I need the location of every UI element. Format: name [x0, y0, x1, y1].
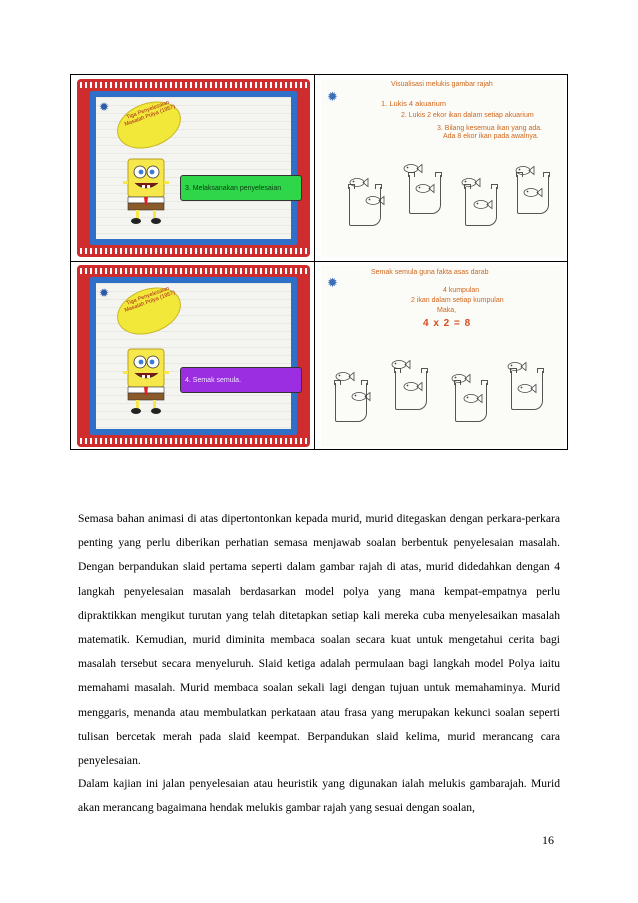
gear-icon: ✹ [327, 275, 338, 290]
fish-icon [515, 165, 535, 176]
frame-dots-bottom [80, 248, 307, 254]
equation: 4 x 2 = 8 [423, 318, 472, 329]
slide-frame [77, 265, 310, 447]
slide-inner-frame [90, 277, 297, 435]
fish-icon [473, 199, 493, 210]
cartoon-character-image [122, 155, 170, 225]
check-line1: 4 kumpulan [443, 287, 480, 294]
viz-title: Visualisasi melukis gambar rajah [391, 81, 493, 88]
table-divider-vertical [314, 75, 315, 449]
step-label-box: 4. Semak semula. [180, 367, 302, 393]
fish-icon [523, 187, 543, 198]
check-line3: Maka, [437, 307, 457, 314]
viz-slide [321, 79, 564, 257]
step-label-box: 3. Melaksanakan penyelesaian [180, 175, 302, 201]
badge-text: Tiga Penyelesaian Masalah Polya (1957) [123, 285, 177, 314]
fish-icon [517, 383, 537, 394]
fish-icon [365, 195, 385, 206]
viz-slide [321, 265, 564, 447]
slides-table [70, 74, 568, 450]
gear-icon: ✹ [327, 89, 338, 104]
slide-paper [96, 97, 291, 239]
slide-check [321, 265, 564, 447]
fish-icon [349, 177, 369, 188]
fish-icon [335, 371, 355, 382]
body-paragraph-1 [78, 507, 560, 773]
fish-icon [463, 393, 483, 404]
aquarium-icon [409, 175, 441, 214]
gear-icon: ✹ [99, 286, 110, 300]
page-number: 16 [542, 833, 554, 847]
cartoon-character-image [122, 345, 170, 415]
gear-icon: ✹ [99, 100, 110, 114]
badge-text: Tiga Penyelesaian Masalah Polya (1957) [123, 99, 177, 128]
fish-icon [507, 361, 527, 372]
paragraph-text: Semasa bahan animasi di atas dipertontonkan kepada murid, murid ditegaskan dengan perkara-perkara penting yang perlu diberikan perhatian semasa menjawab soalan berbentuk penyelesaian masalah. Dengan berpandukan slaid pertama seperti dalam gambar rajah di atas, murid didedahkan dengan 4 langkah penyelesaian masalah berdasarkan model polya yang mana kempat-empatnya perlu dipraktikkan mengikut turutan yang telah ditetapkan setiap kali mereka cuba menyelesaikan masalah matematik. Kemudian, murid diminita membaca soalan secara kuat untuk mengetahui cerita bagi masalah tersebut secara menyeluruh. Slaid ketiga adalah permulaan bagi langkah model Polya iaitu memahami masalah. Murid membaca soalan sekali lagi dengan tujuan untuk memahaminya. Murid menggaris, menanda atau membulatkan perkataan atau frasa yang merupakan kekunci soalan seperti tulisan bercetak merah pada slaid keempat. Berpandukan slaid kelima, murid merancang cara penyelesaian. [78, 512, 560, 768]
viz-line1: 1. Lukis 4 akuarium [381, 99, 447, 108]
slide-frame [77, 79, 310, 257]
check-line2: 2 ikan dalam setiap kumpulan [411, 297, 504, 304]
frame-dots-top [80, 82, 307, 88]
viz-line2: 2. Lukis 2 ekor ikan dalam setiap akuarium [401, 112, 534, 119]
slide-inner-frame [90, 91, 297, 245]
frame-dots-bottom [80, 438, 307, 444]
viz-line4: Ada 8 ekor ikan pada awalnya. [443, 133, 539, 140]
fish-icon [415, 183, 435, 194]
check-title: Semak semula guna fakta asas darab [371, 269, 489, 276]
frame-dots-top [80, 268, 307, 274]
body-paragraph-2 [78, 772, 560, 820]
aquarium-icon [349, 187, 381, 226]
table-divider-horizontal [71, 261, 567, 262]
fish-icon [451, 373, 471, 384]
fish-icon [403, 163, 423, 174]
aquarium-icon [335, 383, 367, 422]
fish-icon [461, 177, 481, 188]
fish-icon [351, 391, 371, 402]
fish-icon [391, 359, 411, 370]
slide-step4 [77, 265, 310, 447]
fish-icon [403, 381, 423, 392]
paragraph-text: Dalam kajian ini jalan penyelesaian atau heuristik yang digunakan ialah melukis gambarajah. Murid akan merancang bagaimana hendak melukis gambar rajah yang sesuai dengan soalan, [78, 777, 560, 815]
title-badge [110, 93, 187, 157]
viz-line3: 3. Bilang kesemua ikan yang ada. [437, 125, 543, 132]
slide-step3 [77, 79, 310, 257]
slide-paper [96, 283, 291, 429]
title-badge [110, 279, 187, 343]
slide-visualization [321, 79, 564, 257]
